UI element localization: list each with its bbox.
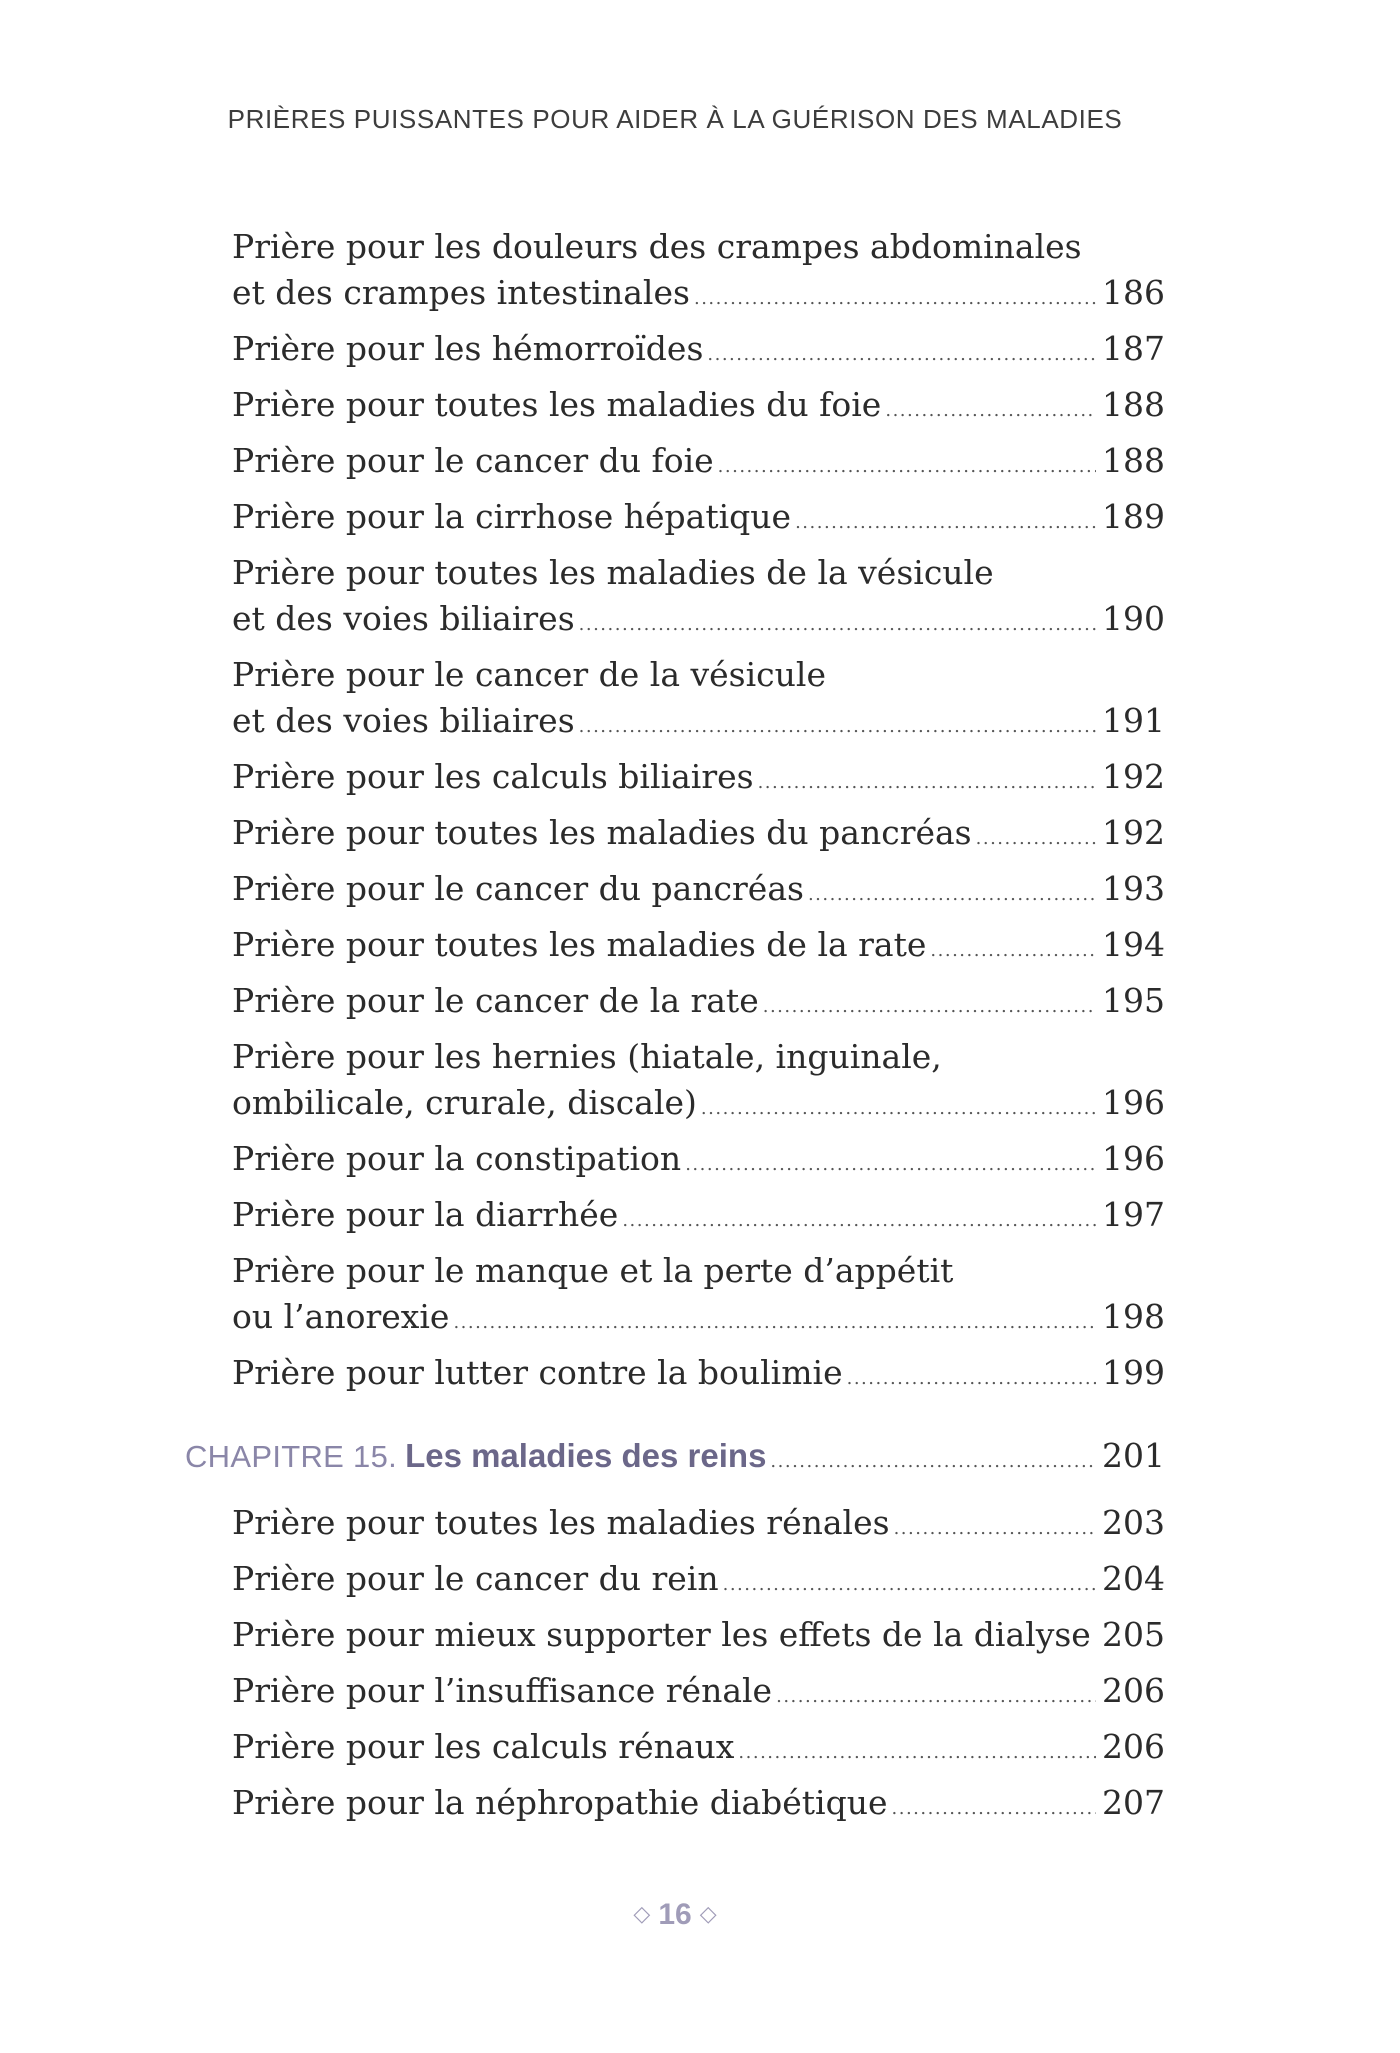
leader-dots	[579, 704, 1096, 750]
toc-entry[interactable]	[232, 1724, 1165, 1776]
chapter-page-number: 201	[1102, 1436, 1165, 1475]
toc-entry-title: Prière pour toutes les maladies rénales	[232, 1503, 890, 1542]
toc-entry[interactable]	[232, 652, 1165, 750]
toc-page-number: 196	[1102, 1139, 1165, 1178]
toc-entry[interactable]	[232, 224, 1165, 322]
leader-dots	[707, 332, 1096, 378]
toc-entry-title: Prière pour le cancer du pancréas	[232, 869, 804, 908]
toc-entry-title: et des voies biliaires	[232, 701, 575, 740]
toc-entry[interactable]	[232, 810, 1165, 862]
toc-page-number: 199	[1102, 1353, 1165, 1392]
diamond-ornament-icon: ◇	[699, 1901, 717, 1926]
leader-dots	[763, 984, 1096, 1030]
toc-page-number: 192	[1102, 757, 1165, 796]
toc-entry[interactable]	[232, 326, 1165, 378]
toc-entry[interactable]	[232, 382, 1165, 434]
toc-page-number: 194	[1102, 925, 1165, 964]
toc-entry-title: Prière pour les calculs rénaux	[232, 1727, 735, 1766]
leader-dots	[847, 1356, 1096, 1402]
running-header: PRIÈRES PUISSANTES POUR AIDER À LA GUÉRISON DES MALADIES	[227, 104, 1123, 134]
leader-dots	[723, 1562, 1096, 1608]
toc-page-number: 203	[1102, 1503, 1165, 1542]
toc-entry[interactable]	[232, 1034, 1165, 1132]
toc-entry-title: Prière pour le cancer du foie	[232, 441, 714, 480]
leader-dots	[808, 872, 1096, 918]
toc-entry-first-line: Prière pour le manque et la perte d’appétit	[232, 1251, 954, 1290]
leader-dots	[701, 1086, 1096, 1132]
leader-dots	[685, 1142, 1096, 1188]
toc-entry[interactable]	[232, 1780, 1165, 1832]
toc-page-number: 206	[1102, 1727, 1165, 1766]
leader-dots	[885, 388, 1096, 434]
toc-page-number: 186	[1102, 273, 1165, 312]
toc-entry-first-line: Prière pour les douleurs des crampes abdominales	[232, 227, 1082, 266]
leader-dots	[738, 1730, 1096, 1776]
toc-entry-title: Prière pour les hémorroïdes	[232, 329, 704, 368]
toc-entry[interactable]	[232, 1350, 1165, 1402]
leader-dots	[930, 928, 1096, 974]
toc-entry[interactable]	[232, 438, 1165, 490]
toc-page-number: 206	[1102, 1671, 1165, 1710]
leader-dots	[694, 276, 1096, 322]
page-folio	[0, 1898, 1350, 1932]
leader-dots	[770, 1451, 1096, 1472]
toc-entry[interactable]	[232, 1612, 1165, 1664]
toc-entry[interactable]	[232, 978, 1165, 1030]
toc-entry-title: ou l’anorexie	[232, 1297, 450, 1336]
toc-page-number: 196	[1102, 1083, 1165, 1122]
toc-entry-first-line: Prière pour toutes les maladies de la vésicule	[232, 553, 994, 592]
toc-entry[interactable]	[232, 866, 1165, 918]
chapter-label: CHAPITRE 15.	[185, 1439, 398, 1474]
toc-entry[interactable]	[232, 1192, 1165, 1244]
leader-dots	[622, 1198, 1096, 1244]
toc-entry[interactable]	[232, 550, 1165, 648]
chapter-heading[interactable]	[185, 1436, 1165, 1475]
toc-entry-title: Prière pour le cancer du rein	[232, 1559, 719, 1598]
toc-entry-first-line: Prière pour les hernies (hiatale, inguinale,	[232, 1037, 942, 1076]
toc-entry[interactable]	[232, 494, 1165, 546]
diamond-ornament-icon: ◇	[633, 1901, 651, 1926]
toc-entry-title: Prière pour la néphropathie diabétique	[232, 1783, 888, 1822]
toc-entry[interactable]	[232, 1248, 1165, 1346]
toc-entry-title: Prière pour l’insuffisance rénale	[232, 1671, 773, 1710]
toc-page-number: 193	[1102, 869, 1165, 908]
toc-page-number: 205	[1102, 1615, 1165, 1654]
toc-entry[interactable]	[232, 1136, 1165, 1188]
toc-page-number: 195	[1102, 981, 1165, 1020]
leader-dots	[579, 602, 1096, 648]
toc-entry[interactable]	[232, 1556, 1165, 1608]
leader-dots	[776, 1674, 1096, 1720]
toc-entry-title: Prière pour la cirrhose hépatique	[232, 497, 792, 536]
toc-entry-title: Prière pour toutes les maladies de la rate	[232, 925, 927, 964]
leader-dots	[758, 760, 1096, 806]
toc-page-number: 190	[1102, 599, 1165, 638]
toc-entry-title: et des voies biliaires	[232, 599, 575, 638]
toc-page-number: 188	[1102, 385, 1165, 424]
toc-entry-title: Prière pour la diarrhée	[232, 1195, 619, 1234]
toc-page-number: 192	[1102, 813, 1165, 852]
toc-page-number: 187	[1102, 329, 1165, 368]
toc-page-number: 204	[1102, 1559, 1165, 1598]
toc-entry[interactable]	[232, 922, 1165, 974]
leader-dots	[795, 500, 1096, 546]
toc-entry-title: Prière pour lutter contre la boulimie	[232, 1353, 843, 1392]
toc-entry-title: et des crampes intestinales	[232, 273, 690, 312]
leader-dots	[718, 444, 1096, 490]
toc-entry-title: Prière pour mieux supporter les effets de la dialyse	[232, 1615, 1091, 1654]
toc-page-number: 191	[1102, 701, 1165, 740]
leader-dots	[976, 816, 1096, 862]
toc-entry-title: Prière pour les calculs biliaires	[232, 757, 754, 796]
leader-dots	[892, 1786, 1096, 1832]
chapter-title: Les maladies des reins	[405, 1437, 767, 1474]
toc-entry-title: Prière pour la constipation	[232, 1139, 682, 1178]
toc-page-number: 188	[1102, 441, 1165, 480]
toc-page-number: 189	[1102, 497, 1165, 536]
leader-dots	[453, 1300, 1096, 1346]
toc-entry-title: ombilicale, crurale, discale)	[232, 1083, 697, 1122]
toc-entry-title: Prière pour toutes les maladies du pancréas	[232, 813, 972, 852]
toc-entry-title: Prière pour le cancer de la rate	[232, 981, 759, 1020]
leader-dots	[894, 1506, 1096, 1552]
toc-page-number: 197	[1102, 1195, 1165, 1234]
toc-page-number: 198	[1102, 1297, 1165, 1336]
page-number: 16	[658, 1898, 692, 1931]
toc-entry-title: Prière pour toutes les maladies du foie	[232, 385, 882, 424]
leader-dots	[1095, 1618, 1096, 1664]
toc-entry[interactable]	[232, 754, 1165, 806]
toc-entry[interactable]	[232, 1668, 1165, 1720]
toc-entry[interactable]	[232, 1500, 1165, 1552]
toc-entry-first-line: Prière pour le cancer de la vésicule	[232, 655, 826, 694]
toc-page-number: 207	[1102, 1783, 1165, 1822]
